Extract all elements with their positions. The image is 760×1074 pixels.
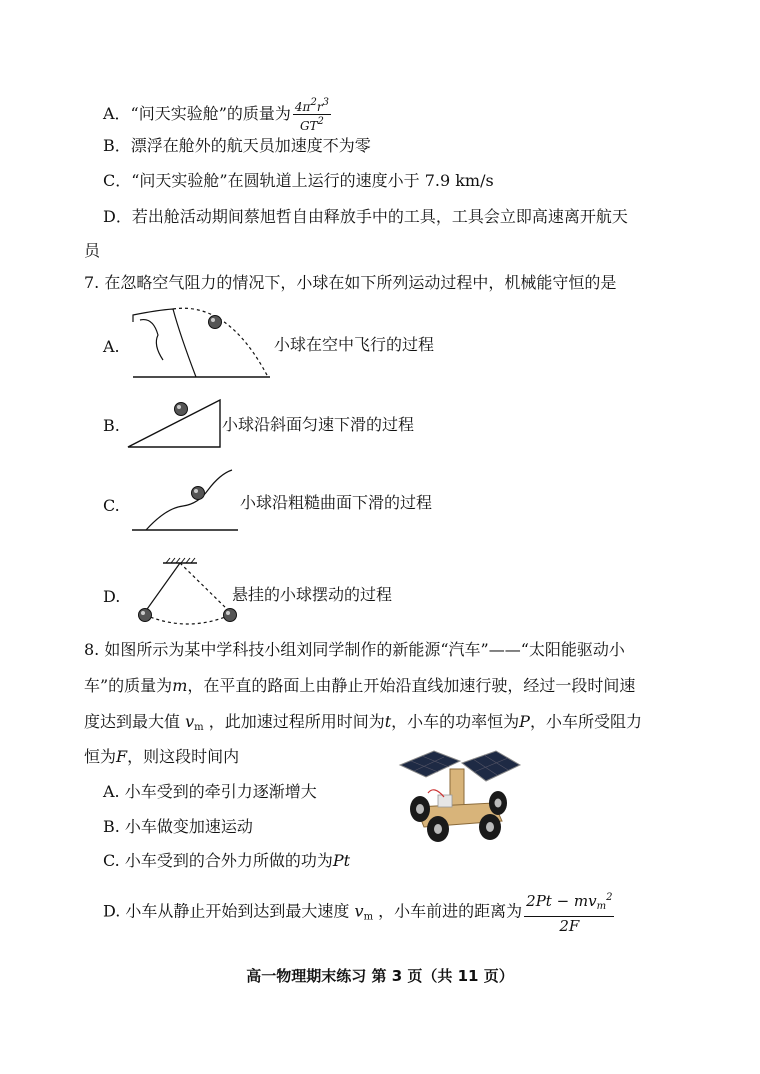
q8-stem-line1: 8. 如图所示为某中学科技小组刘同学制作的新能源“汽车”——“太阳能驱动小	[84, 640, 625, 659]
q8-stem-line2: 车”的质量为m，在平直的路面上由静止开始沿直线加速行驶，经过一段时间速	[84, 676, 636, 695]
q7-option-b-text: 小球沿斜面匀速下滑的过程	[222, 415, 415, 434]
q8-option-d-fraction: $\frac{2Pt - mv_m^2}{2F}$	[524, 888, 614, 936]
q8-option-b: B. 小车做变加速运动	[103, 817, 253, 836]
solar-car-image	[398, 745, 523, 845]
q6-option-a	[103, 96, 331, 133]
q8-stem-line3: 度达到最大值 $v_m$ ，此加速过程所用时间为t，小车的功率恒为P，小车所受阻力	[84, 712, 642, 733]
q7-option-c-letter: C.	[103, 496, 120, 515]
q8-option-a: A. 小车受到的牵引力逐渐增大	[103, 782, 317, 801]
q7-figure-c-curved-surface	[128, 468, 243, 533]
q6-option-c: C．“问天实验舱”在圆轨道上运行的速度小于 7.9 km/s	[103, 171, 494, 190]
q6-option-d-line1: D．若出舱活动期间蔡旭哲自由释放手中的工具，工具会立即高速离开航天	[103, 207, 628, 226]
q7-option-a-letter: A.	[103, 337, 120, 356]
q7-stem: 7. 在忽略空气阻力的情况下，小球在如下所列运动过程中，机械能守恒的是	[84, 273, 617, 292]
q6-option-a-fraction: $\frac{4\pi^2r^3}{GT^2}$	[294, 97, 329, 133]
q7-figure-a-projectile	[128, 305, 278, 385]
q7-option-c-text: 小球沿粗糙曲面下滑的过程	[240, 493, 433, 512]
q8-option-c: C. 小车受到的合外力所做的功为Pt	[103, 851, 351, 870]
q7-option-d-text: 悬挂的小球摆动的过程	[232, 585, 393, 604]
q7-figure-d-pendulum	[133, 557, 243, 637]
q7-option-d-letter: D.	[103, 587, 121, 606]
q7-figure-b-incline	[126, 395, 226, 450]
page-footer: 高一物理期末练习 第 3 页（共 11 页）	[246, 967, 514, 985]
q8-stem-line4: 恒为F，则这段时间内	[84, 747, 240, 766]
q7-option-a-text: 小球在空中飞行的过程	[274, 335, 435, 354]
q6-option-d-line2: 员	[84, 241, 101, 260]
q6-option-b: B．漂浮在舱外的航天员加速度不为零	[103, 136, 371, 155]
q7-option-b-letter: B.	[103, 416, 120, 435]
q6-option-a-text: A．“问天实验舱”的质量为	[103, 104, 291, 123]
q8-option-d: D. 小车从静止开始到达到最大速度 $v_m$ ，小车前进的距离为 $\frac{2Pt - mv_m^2}{2F}$	[103, 888, 614, 936]
